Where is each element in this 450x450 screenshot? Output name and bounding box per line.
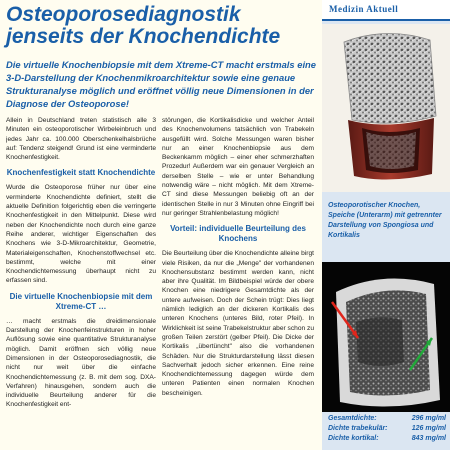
stat-label: Dichte trabekulär: [328,425,388,432]
paragraph: … macht erstmals die dreidimensionale Darstellung der Knochenfeinstrukturen in hoher Auflösung sowie eine quantitative Strukturanalyse möglich. Damit eröffnen sich völlig neue Dimensionen in der Osteoporosediagnostik, die nicht nur weit über die einfache Knochendichtemessung (z. B. mit dem sog. DXA-Verfahren) hinausgehen, sondern auch die individuelle Beurteilung anderer für die Knochenfestigkeit ent- [6,317,156,409]
stat-value: 296 mg/ml [411,415,446,422]
stat-label: Dichte kortikal: [328,435,379,442]
text-column-2 [162,116,314,450]
subheading: Knochenfestigkeit statt Knochendichte [6,168,156,178]
section-title: Medizin Aktuell [329,4,399,14]
stat-row [328,414,446,424]
subheading: Die virtuelle Knochenbiopsie mit dem Xtreme-CT … [9,291,153,311]
article-lead: Die virtuelle Knochenbiopsie mit dem Xtreme-CT macht erstmals eine 3-D-Darstellung der Knochenmikroarchitektur sowie eine genaue Strukturanalyse möglich und eröffnet völlig neue Dimensionen in der Diagnose der Osteoporose! [6,59,316,109]
density-stats [328,414,446,444]
stat-row [328,434,446,444]
section-header [322,0,450,21]
stat-value: 126 mg/ml [411,425,446,432]
bone-3d-image [322,24,450,192]
headline-line-1: Osteoporosediagnostik [6,3,241,26]
text-column-1 [6,116,156,450]
subheading: Vorteil: individuelle Beurteilung des Knochens [170,224,306,244]
sidebar [322,0,450,450]
bone-ct-illustration [322,262,450,412]
paragraph: Allein in Deutschland treten statistisch alle 3 Minuten ein osteoporotischer Wirbeleinbruch und jedes Jahr ca. 100.000 Oberschenkelhalsbrüche auf: Tendenz steigend! Grund ist eine verminderte Knochenfestigkeit. [6,117,156,162]
paragraph: störungen, die Kortikalisdicke und welcher Anteil des Knochenvolumens tatsächlich von Trabekeln ausgefüllt wird. Solche Messungen waren bisher nur an einer Knochenbiopsie aus dem Beckenkamm möglich – einer eher schmerzhaften Prozedur! Außerdem war ein genauer Vergleich an derselben Stelle – wie er unter Behandlung notwendig wäre – nicht möglich. Mit dem Xtreme-CT sind diese Messungen beliebig oft an der identischen Stelle in nur 3 Minuten ohne Eingriff bei nur geringer Strahlenbelastung möglich! [162,117,314,217]
stat-value: 843 mg/ml [411,435,446,442]
paragraph: Wurde die Osteoporose früher nur über eine verminderte Knochendichte definiert, stellt die aktuelle Definition folgerichtig eben die verringerte Knochenfestigkeit in den Mittelpunkt. Diese wird neben der Knochendichte noch durch eine ganze Reihe anderer, wichtiger Eigenschaften des Knochens wie 3-D-Mikroarchitektur, Geometrie, Materialeigenschaften, Knochenstoffwechsel etc. bestimmt, welche mit einer Knochendichtemessung überhaupt nicht zu erfassen sind. [6,184,156,285]
stat-label: Gesamtdichte: [328,415,377,422]
headline-line-2: jenseits der Knochendichte [6,25,281,48]
bone-ct-image [322,262,450,412]
paragraph: Die Beurteilung über die Knochendichte alleine birgt viele Risiken, da nur die „Menge" der vorhandenen Knochensubstanz bestimmt werden kann, nicht aber ihre Qualität. Im Bildbeispiel würde der obere Knochen eine niedrigere Gesamtdichte als der untere aufweisen. Doch der Schein trügt: Dies liegt nämlich lediglich an der dickeren Kortikalis des unteren Knochens (unteres Bild, roter Pfeil). In Wirklichkeit ist seine Trabekelstruktur aber schon zu großen Teilen zerstört (gelber Pfeil). Die Dicke der Kortikalis „übertüncht" also die vorhandenen Schäden. Nur die Strukturdarstellung lässt diesen Sachverhalt jedoch sicher erkennen. Eine reine Knochendichtemessung dagegen würde dem unteren Patienten einen normalen Knochen bescheinigen. [162,250,314,397]
image-caption: Osteoporotischer Knochen, Speiche (Unterarm) mit getrennter Darstellung von Spongiosa und Kortikalis [328,202,442,239]
article-headline [6,4,306,48]
bone-3d-illustration [322,24,450,192]
stat-row [328,424,446,434]
